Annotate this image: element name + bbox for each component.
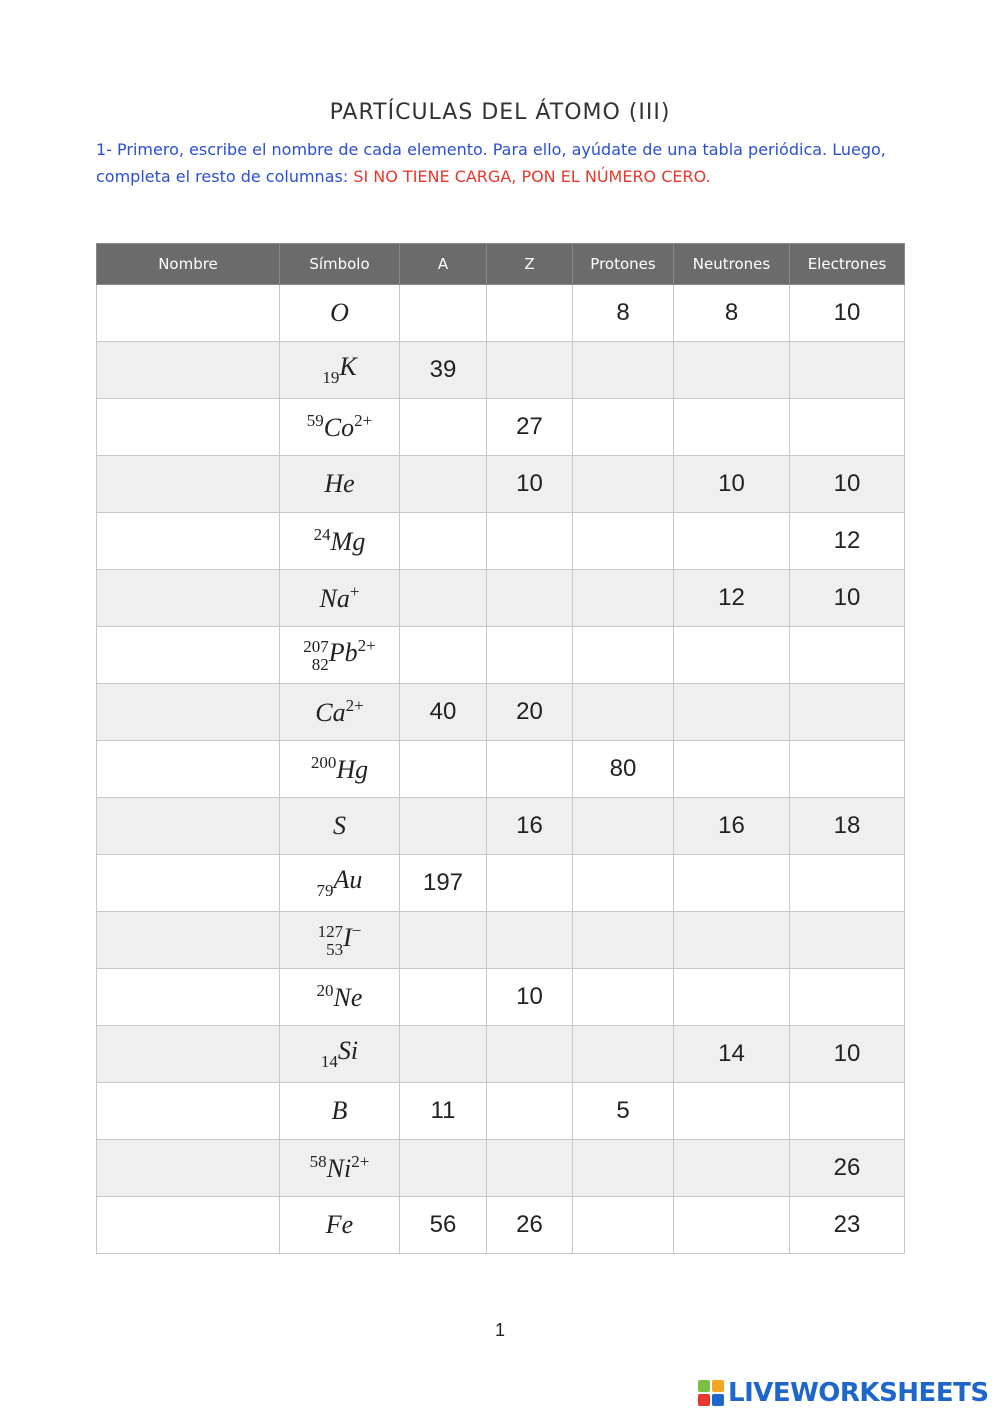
- simbolo-cell: [280, 798, 400, 855]
- protones-cell[interactable]: [573, 627, 674, 684]
- element-letters: Ca: [315, 698, 346, 727]
- element-symbol: [314, 527, 366, 556]
- element-letters: Si: [337, 1036, 359, 1065]
- table-row: [97, 741, 905, 798]
- element-symbol: [316, 865, 363, 900]
- a-cell: 40: [400, 684, 487, 741]
- element-letters: O: [330, 298, 349, 327]
- ion-charge: 2+: [357, 636, 376, 656]
- element-letters: Au: [333, 865, 363, 894]
- nombre-answer-cell[interactable]: [97, 285, 280, 342]
- a-cell[interactable]: [400, 627, 487, 684]
- table-row: [97, 399, 905, 456]
- electrones-cell: 10: [790, 285, 905, 342]
- neutrones-cell[interactable]: [674, 1197, 790, 1254]
- protones-cell[interactable]: [573, 912, 674, 969]
- neutrones-cell[interactable]: [674, 741, 790, 798]
- a-cell[interactable]: [400, 741, 487, 798]
- simbolo-cell: [280, 1026, 400, 1083]
- nombre-answer-cell[interactable]: [97, 342, 280, 399]
- element-letters: B: [331, 1096, 348, 1125]
- simbolo-cell: [280, 627, 400, 684]
- nombre-answer-cell[interactable]: [97, 513, 280, 570]
- a-cell[interactable]: [400, 1140, 487, 1197]
- protones-cell[interactable]: [573, 1026, 674, 1083]
- element-symbol: [324, 469, 354, 498]
- neutrones-cell: 16: [674, 798, 790, 855]
- element-letters: Pb: [328, 638, 358, 668]
- protones-cell: 5: [573, 1083, 674, 1140]
- a-cell[interactable]: [400, 399, 487, 456]
- ion-charge: +: [349, 582, 360, 601]
- a-cell[interactable]: [400, 969, 487, 1026]
- table-row: [97, 456, 905, 513]
- nombre-answer-cell[interactable]: [97, 741, 280, 798]
- nuclide-notation: [303, 638, 329, 674]
- simbolo-cell: [280, 1140, 400, 1197]
- nombre-answer-cell[interactable]: [97, 1197, 280, 1254]
- nombre-answer-cell[interactable]: [97, 1140, 280, 1197]
- header-protones: Protones: [573, 244, 674, 285]
- element-symbol: [310, 1154, 370, 1183]
- simbolo-cell: [280, 969, 400, 1026]
- page-title: PARTÍCULAS DEL ÁTOMO (III): [329, 100, 671, 125]
- atom-particles-table: [96, 243, 905, 1254]
- atomic-number: 53: [326, 939, 344, 959]
- simbolo-cell: [280, 855, 400, 912]
- z-cell[interactable]: [487, 1083, 573, 1140]
- electrones-cell: 10: [790, 570, 905, 627]
- ion-charge: 2+: [345, 696, 364, 715]
- z-cell: 10: [487, 456, 573, 513]
- element-symbol: [322, 352, 357, 387]
- protones-cell[interactable]: [573, 684, 674, 741]
- protones-cell[interactable]: [573, 513, 674, 570]
- element-symbol: [330, 298, 349, 327]
- protones-cell[interactable]: [573, 342, 674, 399]
- nombre-answer-cell[interactable]: [97, 399, 280, 456]
- element-letters: Ne: [333, 983, 363, 1012]
- electrones-cell: 18: [790, 798, 905, 855]
- neutrones-cell: 12: [674, 570, 790, 627]
- neutrones-cell[interactable]: [674, 855, 790, 912]
- a-cell[interactable]: [400, 285, 487, 342]
- table-row: [97, 570, 905, 627]
- table-row: [97, 342, 905, 399]
- element-letters: Hg: [336, 755, 369, 784]
- element-letters: Mg: [330, 527, 366, 556]
- liveworksheets-logo-icon: [698, 1380, 724, 1406]
- nuclide-notation: [318, 923, 344, 959]
- mass-number: 20: [316, 981, 334, 1000]
- nombre-answer-cell[interactable]: [97, 1026, 280, 1083]
- electrones-cell[interactable]: [790, 1083, 905, 1140]
- protones-cell[interactable]: [573, 1197, 674, 1254]
- simbolo-cell: [280, 1083, 400, 1140]
- z-cell[interactable]: [487, 741, 573, 798]
- mass-number: 59: [306, 411, 324, 430]
- element-letters: Co: [323, 413, 355, 442]
- simbolo-cell: [280, 741, 400, 798]
- z-cell[interactable]: [487, 1026, 573, 1083]
- instructions-warning: SI NO TIENE CARGA, PON EL NÚMERO CERO.: [353, 167, 711, 186]
- logo-square: [712, 1394, 724, 1406]
- neutrones-cell[interactable]: [674, 1140, 790, 1197]
- nombre-answer-cell[interactable]: [97, 798, 280, 855]
- element-letters: S: [333, 811, 346, 840]
- z-cell: 26: [487, 1197, 573, 1254]
- simbolo-cell: [280, 570, 400, 627]
- table-header-row: [97, 244, 905, 285]
- logo-square: [698, 1380, 710, 1392]
- a-cell: 197: [400, 855, 487, 912]
- nombre-answer-cell[interactable]: [97, 684, 280, 741]
- neutrones-cell[interactable]: [674, 912, 790, 969]
- z-cell: 16: [487, 798, 573, 855]
- protones-cell[interactable]: [573, 456, 674, 513]
- electrones-cell[interactable]: [790, 399, 905, 456]
- element-letters: K: [339, 352, 357, 381]
- protones-cell[interactable]: [573, 399, 674, 456]
- a-cell[interactable]: [400, 798, 487, 855]
- table-row: [97, 1140, 905, 1197]
- element-letters: I: [343, 923, 352, 953]
- table-row: [97, 798, 905, 855]
- simbolo-cell: [280, 399, 400, 456]
- protones-cell[interactable]: [573, 855, 674, 912]
- table-row: [97, 627, 905, 684]
- z-cell[interactable]: [487, 513, 573, 570]
- element-symbol: [326, 1210, 353, 1239]
- element-letters: Fe: [325, 1210, 354, 1239]
- neutrones-cell: 10: [674, 456, 790, 513]
- table-row: [97, 1083, 905, 1140]
- a-cell[interactable]: [400, 570, 487, 627]
- protones-cell[interactable]: [573, 1140, 674, 1197]
- simbolo-cell: [280, 1197, 400, 1254]
- electrones-cell[interactable]: [790, 912, 905, 969]
- protones-cell: 80: [573, 741, 674, 798]
- element-symbol: [311, 755, 368, 784]
- protones-cell: 8: [573, 285, 674, 342]
- z-cell[interactable]: [487, 855, 573, 912]
- z-cell: 10: [487, 969, 573, 1026]
- simbolo-cell: [280, 912, 400, 969]
- ion-charge: −: [351, 921, 362, 941]
- element-letters: Na: [319, 584, 350, 613]
- header-electrones: Electrones: [790, 244, 905, 285]
- nombre-answer-cell[interactable]: [97, 969, 280, 1026]
- element-symbol: [317, 921, 362, 959]
- table-row: [97, 912, 905, 969]
- a-cell[interactable]: [400, 513, 487, 570]
- nombre-answer-cell[interactable]: [97, 1083, 280, 1140]
- element-letters: Ni: [326, 1154, 352, 1183]
- logo-square: [712, 1380, 724, 1392]
- nombre-answer-cell[interactable]: [97, 855, 280, 912]
- table-row: [97, 513, 905, 570]
- electrones-cell: 12: [790, 513, 905, 570]
- simbolo-cell: [280, 456, 400, 513]
- z-cell[interactable]: [487, 570, 573, 627]
- mass-number: 58: [309, 1152, 327, 1171]
- nombre-answer-cell[interactable]: [97, 456, 280, 513]
- a-cell: 56: [400, 1197, 487, 1254]
- mass-number: 207: [303, 636, 329, 656]
- neutrones-cell[interactable]: [674, 513, 790, 570]
- a-cell[interactable]: [400, 1026, 487, 1083]
- z-cell: 20: [487, 684, 573, 741]
- element-symbol: [332, 1096, 348, 1125]
- table-row: [97, 855, 905, 912]
- header-a: A: [400, 244, 487, 285]
- header-nombre: Nombre: [97, 244, 280, 285]
- mass-number: 200: [310, 753, 337, 772]
- header-simbolo: Símbolo: [280, 244, 400, 285]
- element-symbol: [315, 698, 363, 727]
- header-z: Z: [487, 244, 573, 285]
- mass-number: 24: [313, 525, 331, 544]
- z-cell[interactable]: [487, 1140, 573, 1197]
- atomic-number: 14: [320, 1052, 338, 1071]
- atomic-number: 82: [311, 654, 329, 674]
- electrones-cell[interactable]: [790, 969, 905, 1026]
- neutrones-cell[interactable]: [674, 1083, 790, 1140]
- simbolo-cell: [280, 342, 400, 399]
- z-cell[interactable]: [487, 342, 573, 399]
- protones-cell[interactable]: [573, 969, 674, 1026]
- page-number: 1: [494, 1320, 505, 1340]
- electrones-cell[interactable]: [790, 684, 905, 741]
- electrones-cell: 10: [790, 456, 905, 513]
- element-symbol: [303, 636, 376, 674]
- element-symbol: [307, 413, 372, 442]
- table-row: [97, 684, 905, 741]
- element-symbol: [317, 983, 363, 1012]
- atomic-number: 19: [322, 368, 340, 387]
- a-cell: 11: [400, 1083, 487, 1140]
- ion-charge: 2+: [354, 411, 373, 430]
- electrones-cell[interactable]: [790, 342, 905, 399]
- z-cell[interactable]: [487, 285, 573, 342]
- electrones-cell[interactable]: [790, 627, 905, 684]
- electrones-cell: 26: [790, 1140, 905, 1197]
- table-row: [97, 969, 905, 1026]
- neutrones-cell[interactable]: [674, 684, 790, 741]
- a-cell: 39: [400, 342, 487, 399]
- neutrones-cell[interactable]: [674, 342, 790, 399]
- mass-number: 127: [317, 921, 344, 941]
- nombre-answer-cell[interactable]: [97, 627, 280, 684]
- electrones-cell[interactable]: [790, 855, 905, 912]
- brand[interactable]: [698, 1378, 989, 1408]
- neutrones-cell[interactable]: [674, 969, 790, 1026]
- logo-square: [698, 1394, 710, 1406]
- protones-cell[interactable]: [573, 570, 674, 627]
- element-symbol: [320, 1036, 359, 1071]
- table-row: [97, 285, 905, 342]
- electrones-cell[interactable]: [790, 741, 905, 798]
- a-cell[interactable]: [400, 912, 487, 969]
- instructions-text: 1- Primero, escribe el nombre de cada elemento. Para ello, ayúdate de una tabla periódica. Luego, completa el resto de columnas:: [96, 140, 886, 186]
- neutrones-cell: 8: [674, 285, 790, 342]
- neutrones-cell: 14: [674, 1026, 790, 1083]
- simbolo-cell: [280, 285, 400, 342]
- a-cell[interactable]: [400, 456, 487, 513]
- z-cell[interactable]: [487, 912, 573, 969]
- nombre-answer-cell[interactable]: [97, 570, 280, 627]
- element-letters: He: [324, 469, 355, 498]
- electrones-cell: 10: [790, 1026, 905, 1083]
- neutrones-cell[interactable]: [674, 399, 790, 456]
- table-row: [97, 1197, 905, 1254]
- nombre-answer-cell[interactable]: [97, 912, 280, 969]
- simbolo-cell: [280, 684, 400, 741]
- protones-cell[interactable]: [573, 798, 674, 855]
- z-cell[interactable]: [487, 627, 573, 684]
- table-row: [97, 1026, 905, 1083]
- header-neutrones: Neutrones: [674, 244, 790, 285]
- brand-name: LIVEWORKSHEETS: [728, 1378, 989, 1408]
- element-symbol: [333, 811, 346, 840]
- electrones-cell: 23: [790, 1197, 905, 1254]
- simbolo-cell: [280, 513, 400, 570]
- element-symbol: [320, 584, 360, 613]
- z-cell: 27: [487, 399, 573, 456]
- instructions: [96, 136, 896, 190]
- atomic-number: 79: [316, 881, 334, 900]
- neutrones-cell[interactable]: [674, 627, 790, 684]
- ion-charge: 2+: [351, 1152, 370, 1171]
